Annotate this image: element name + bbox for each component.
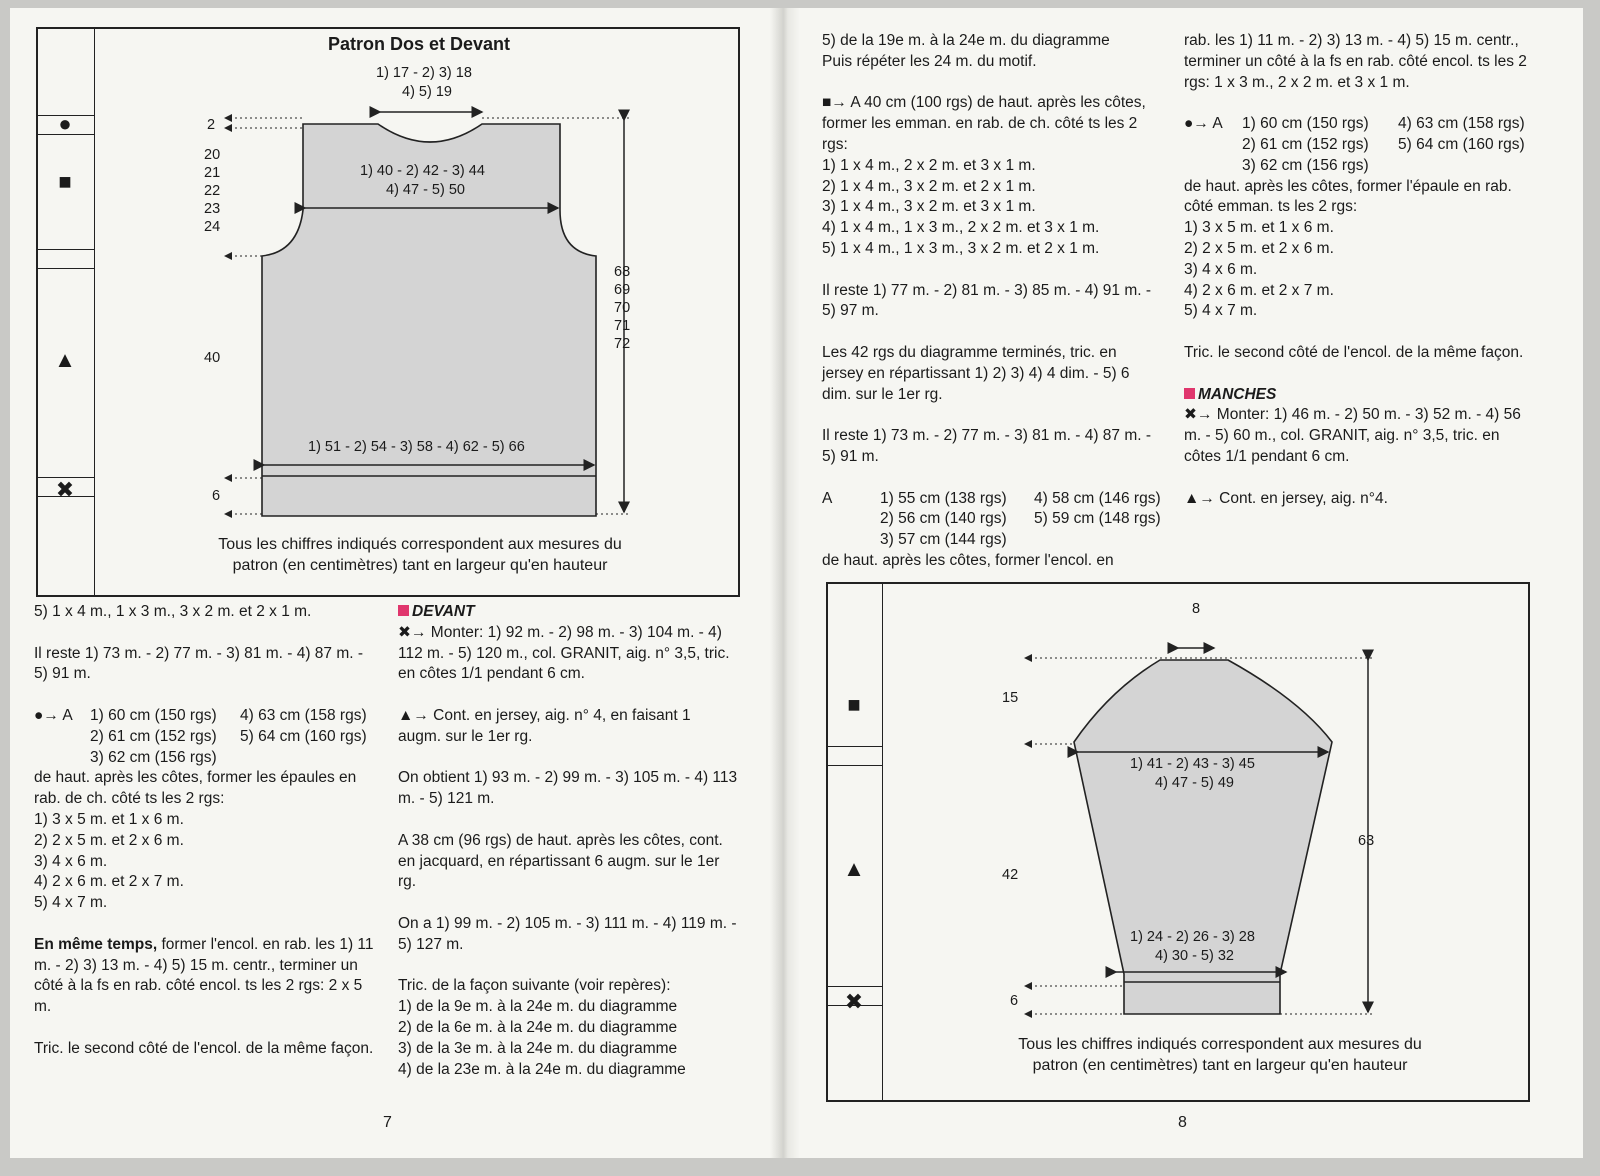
upper-width-label-1: 1) 41 - 2) 43 - 3) 45	[1130, 756, 1255, 772]
left-col-1: 5) 1 x 4 m., 1 x 3 m., 3 x 2 m. et 2 x 1 m. Il reste 1) 73 m. - 2) 77 m. - 3) 81 m. - 4) 87 m. - 5) 91 m. ●→ A 1) 60 cm (150 rgs) 4) 63 cm (158 rgs) 2) 61 cm (152 rgs) 5) 64 cm (160 rgs) 3) 62 cm (156 rgs) de haut. après les côtes, former les épaules en rab. de ch. côté ts les 2 rgs: 1) 3 x 5 m. et 1 x 6 m. 2) 2 x 5 m. et 2 x 6 m. 3) 4 x 6 m. 4) 2 x 6 m. et 2 x 7 m. 5) 4 x 7 m. En même temps, former l'encol. en rab. les 1) 11 m. - 2) 3) 13 m. - 4) 5) 15 m. centr., terminer un côté à la fs en rab. côté encol. ts les 2 rgs: 2 x 5 m. Tric. le second côté de l'encol. de la même façon.	[34, 603, 374, 1057]
right-col-1: 5) de la 19e m. à la 24e m. du diagramme Puis répéter les 24 m. du motif. ■→ A 40 cm (100 rgs) de haut. après les côtes, former les emman. en rab. de ch. côté ts les 2 rgs: 1) 1 x 4 m., 2 x 2 m. et 3 x 1 m. 2) 1 x 4 m., 3 x 2 m. et 2 x 1 m. 3) 1 x 4 m., 3 x 2 m. et 3 x 1 m. 4) 1 x 4 m., 1 x 3 m., 2 x 2 m. et 3 x 1 m. 5) 1 x 4 m., 1 x 3 m., 3 x 2 m. et 2 x 1 m. Il reste 1) 77 m. - 2) 81 m. - 3) 85 m. - 4) 91 m. - 5) 97 m. Les 42 rgs du diagramme terminés, tric. en jersey en répartissant 1) 2) 3) 4) 4 dim. - 5) 6 dim. sur le 1er rg. Il reste 1) 73 m. - 2) 77 m. - 3) 81 m. - 4) 87 m. - 5) 91 m. A 1) 55 cm (138 rgs) 4) 58 cm (146 rgs) 2) 56 cm (140 rgs) 5) 59 cm (148 rgs) 3) 57 cm (144 rgs) de haut. après les côtes, former l'encol. en	[822, 32, 1161, 569]
circle-marker-icon: ●	[58, 111, 72, 136]
sleeve-pattern-sidebar	[826, 582, 883, 1102]
armhole-height-22: 22	[204, 183, 221, 199]
square-marker-icon: ■	[58, 169, 72, 194]
triangle-marker-icon: ▲	[54, 347, 76, 372]
armhole-height-23: 23	[204, 201, 221, 217]
body-height-label: 40	[204, 350, 221, 366]
armhole-height-20: 20	[204, 147, 221, 163]
total-height-label: 63	[1358, 833, 1375, 849]
body-height-label: 42	[1002, 867, 1019, 883]
section-marker-icon	[398, 605, 409, 616]
cross-marker-icon: ✖	[55, 477, 75, 502]
left-col-2: DEVANT ✖→ Monter: 1) 92 m. - 2) 98 m. - 3) 104 m. - 4) 112 m. - 5) 120 m., col. GRANIT, aig. n° 3,5, tric. en côtes 1/1 pendant 6 cm. ▲→ Cont. en jersey, aig. n° 4, en faisant 1 augm. sur le 1er rg. On obtient 1) 93 m. - 2) 99 m. - 3) 105 m. - 4) 113 m. - 5) 121 m. A 38 cm (96 rgs) de haut. après les côtes, cont. en jacquard, en répartissant 6 augm. sur le 1er rg. On a 1) 99 m. - 2) 105 m. - 3) 111 m. - 4) 119 m. - 5) 127 m. Tric. de la façon suivante (voir repères): 1) de la 9e m. à la 24e m. du diagramme 2) de la 6e m. à la 24e m. du diagramme 3) de la 3e m. à la 24e m. du diagramme 4) de la 23e m. à la 24e m. du diagramme	[398, 603, 738, 1078]
section-header-manches: MANCHES	[1198, 385, 1277, 403]
sleeve-pattern-frame	[826, 582, 1530, 1102]
section-marker-icon	[1184, 388, 1195, 399]
cross-marker-icon: ✖	[844, 989, 864, 1014]
pattern-title: Patron Dos et Devant	[328, 34, 511, 54]
total-height-69: 69	[614, 282, 631, 298]
rib-height-label: 6	[1010, 993, 1019, 1009]
neck-width-label-1: 1) 17 - 2) 3) 18	[376, 65, 472, 81]
triangle-marker-icon: ▲	[843, 856, 865, 881]
section-header-devant: DEVANT	[412, 603, 475, 620]
cuff-width-label-1: 1) 24 - 2) 26 - 3) 28	[1130, 929, 1255, 945]
top-width-label: 8	[1192, 601, 1201, 617]
page-number-left: 7	[383, 1114, 392, 1131]
page-number-right: 8	[1178, 1114, 1187, 1131]
right-col-2: rab. les 1) 11 m. - 2) 3) 13 m. - 4) 5) 15 m. centr., terminer un côté à la fs en rab. côté encol. ts les 2 rgs: 1 x 3 m., 2 x 2 m. et 3 x 1 m. ●→ A 1) 60 cm (150 rgs) 4) 63 cm (158 rgs) 2) 61 cm (152 rgs) 5) 64 cm (160 rgs) 3) 62 cm (156 rgs) de haut. après les côtes, former l'épaule en rab. côté emman. ts les 2 rgs: 1) 3 x 5 m. et 1 x 6 m. 2) 2 x 5 m. et 2 x 6 m. 3) 4 x 6 m. 4) 2 x 6 m. et 2 x 7 m. 5) 4 x 7 m. Tric. le second côté de l'encol. de la même façon. MANCHES ✖→ Monter: 1) 46 m. - 2) 50 m. - 3) 52 m. - 4) 56 m. - 5) 60 m., col. GRANIT, aig. n° 3,5, tric. en côtes 1/1 pendant 6 cm. ▲→ Cont. en jersey, aig. n°4.	[1184, 32, 1527, 507]
rib-height-label: 6	[212, 488, 221, 504]
neck-width-label-2: 4) 5) 19	[402, 84, 452, 100]
square-marker-icon: ■	[847, 692, 861, 717]
chest-width-label-2: 4) 47 - 5) 50	[386, 182, 465, 198]
total-height-70: 70	[614, 300, 631, 316]
chest-width-label-1: 1) 40 - 2) 42 - 3) 44	[360, 163, 485, 179]
sleeve-caption: Tous les chiffres indiqués correspondent aux mesures du patron (en centimètres) tant en largeur qu'en hauteur	[1018, 1036, 1422, 1074]
armhole-height-21: 21	[204, 165, 221, 181]
upper-width-label-2: 4) 47 - 5) 49	[1155, 775, 1234, 791]
total-height-68: 68	[614, 264, 631, 280]
cuff-width-label-2: 4) 30 - 5) 32	[1155, 948, 1234, 964]
armhole-height-24: 24	[204, 219, 221, 235]
pattern-caption: Tous les chiffres indiqués correspondent aux mesures du patron (en centimètres) tant en largeur qu'en hauteur	[218, 536, 622, 574]
shoulder-drop-label: 2	[207, 117, 216, 133]
total-height-71: 71	[614, 318, 631, 334]
hem-width-label: 1) 51 - 2) 54 - 3) 58 - 4) 62 - 5) 66	[308, 439, 525, 455]
cap-height-label: 15	[1002, 690, 1019, 706]
total-height-72: 72	[614, 336, 631, 352]
